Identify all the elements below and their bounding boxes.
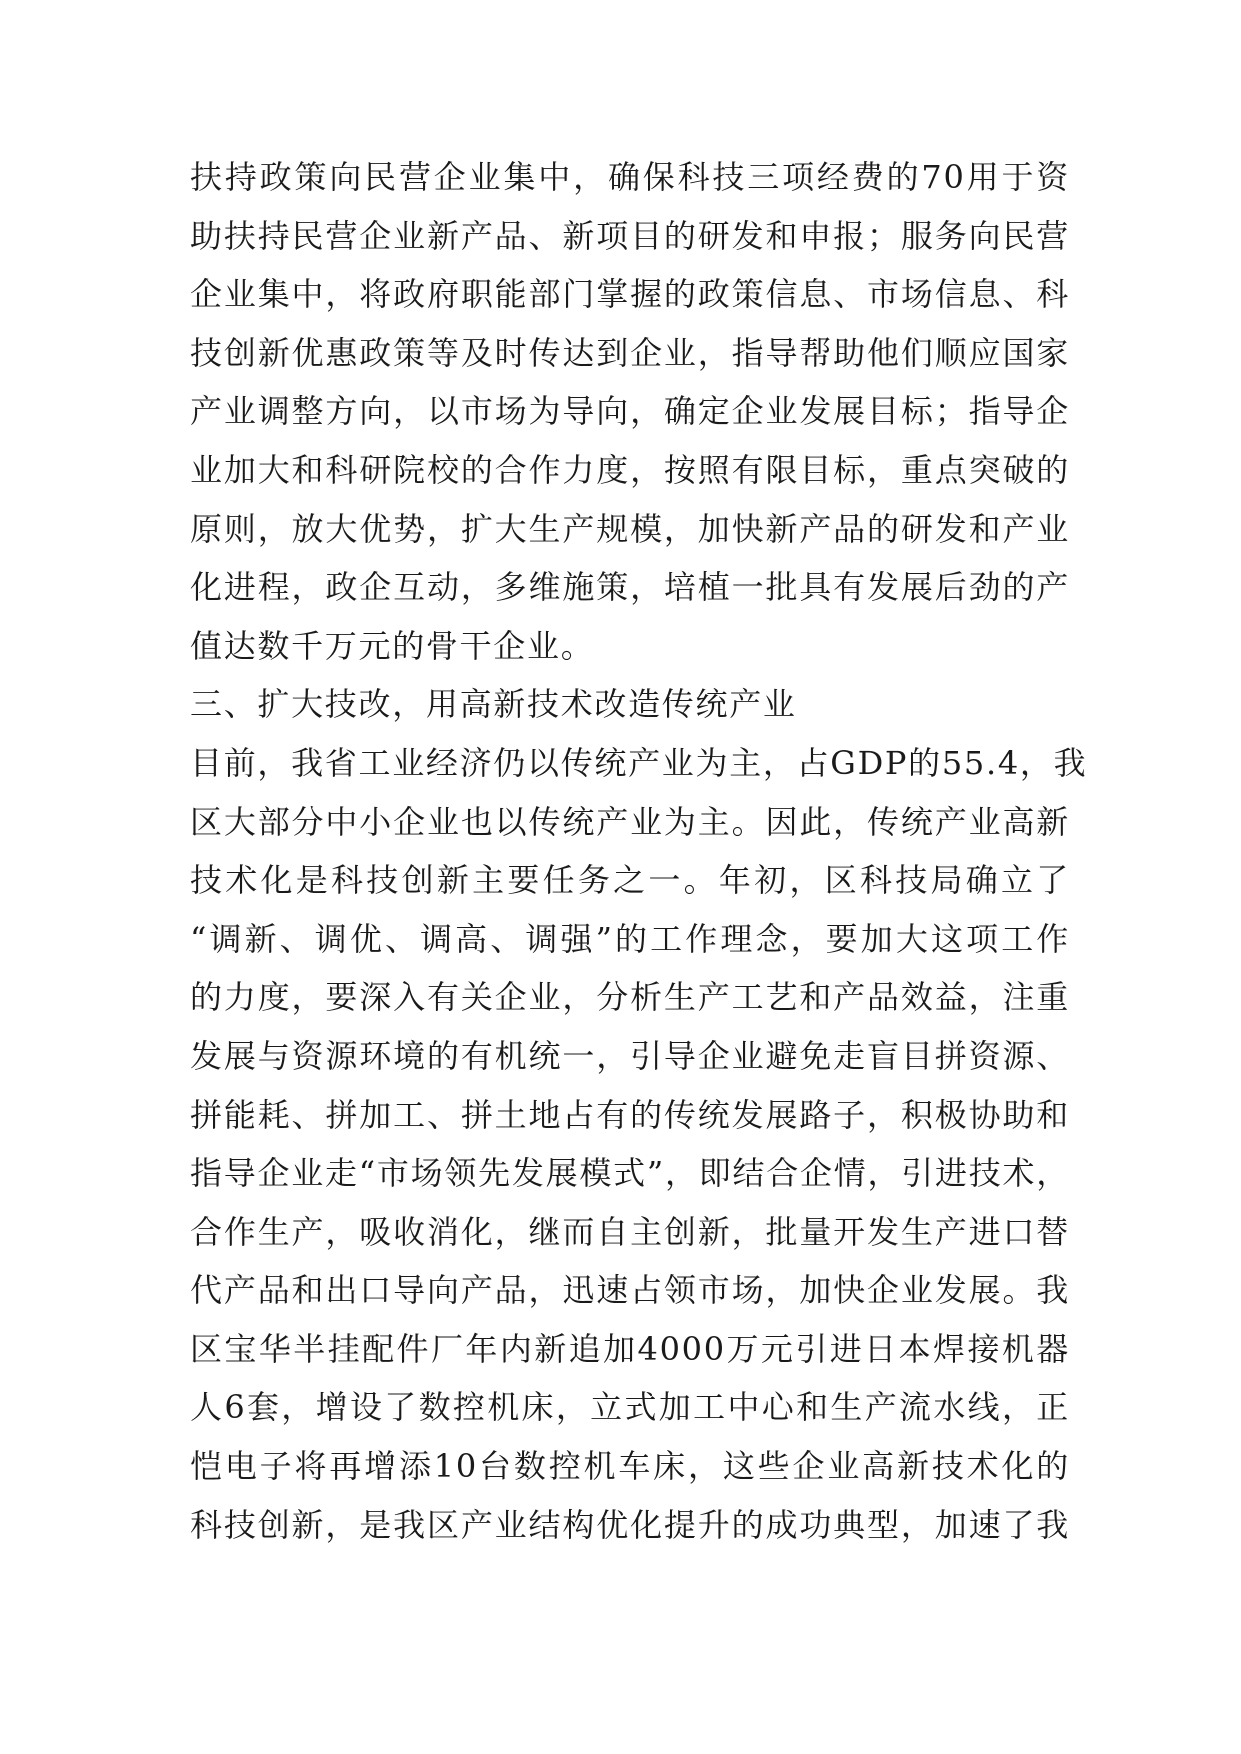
text-line: 原则，放大优势，扩大生产规模，加快新产品的研发和产业 [190,509,1070,548]
text-line: 产业调整方向，以市场为导向，确定企业发展目标；指导企 [190,392,1070,431]
text-line: 代产品和出口导向产品，迅速占领市场，加快企业发展。我 [190,1271,1070,1310]
text-line: 恺电子将再增添10台数控机车床，这些企业高新技术化的 [190,1447,1070,1486]
text-line: 区宝华半挂配件厂年内新追加4000万元引进日本焊接机器 [190,1329,1070,1368]
text-line: 目前，我省工业经济仍以传统产业为主，占GDP的55.4，我 [190,743,1088,782]
text-line: 合作生产，吸收消化，继而自主创新，批量开发生产进口替 [190,1212,1070,1251]
text-line: 助扶持民营企业新产品、新项目的研发和申报；服务向民营 [190,216,1070,255]
text-line: 指导企业走“市场领先发展模式”，即结合企情，引进技术， [190,1154,1070,1193]
text-line: 人6套，增设了数控机床，立式加工中心和生产流水线，正 [190,1388,1070,1427]
text-line: 扶持政策向民营企业集中，确保科技三项经费的70用于资 [190,158,1070,196]
section-heading: 三、扩大技改，用高新技术改造传统产业 [190,685,797,724]
text-line: 值达数千万元的骨干企业。 [190,626,595,665]
text-line: 化进程，政企互动，多维施策，培植一批具有发展后劲的产 [190,568,1070,607]
text-line: 技术化是科技创新主要任务之一。年初，区科技局确立了 [190,861,1070,900]
text-line: 区大部分中小企业也以传统产业为主。因此，传统产业高新 [190,802,1070,841]
body-text [190,148,1088,1554]
text-line: 的力度，要深入有关企业，分析生产工艺和产品效益，注重 [190,978,1070,1017]
text-line: 业加大和科研院校的合作力度，按照有限目标，重点突破的 [190,450,1070,489]
text-line: 企业集中，将政府职能部门掌握的政策信息、市场信息、科 [190,275,1070,314]
text-line: 科技创新，是我区产业结构优化提升的成功典型，加速了我 [190,1505,1070,1544]
text-line: 技创新优惠政策等及时传达到企业，指导帮助他们顺应国家 [190,333,1070,372]
text-line: 发展与资源环境的有机统一，引导企业避免走盲目拼资源、 [190,1036,1070,1075]
text-line: 拼能耗、拼加工、拼土地占有的传统发展路子，积极协助和 [190,1095,1070,1134]
text-line: “调新、调优、调高、调强”的工作理念，要加大这项工作 [190,919,1070,958]
